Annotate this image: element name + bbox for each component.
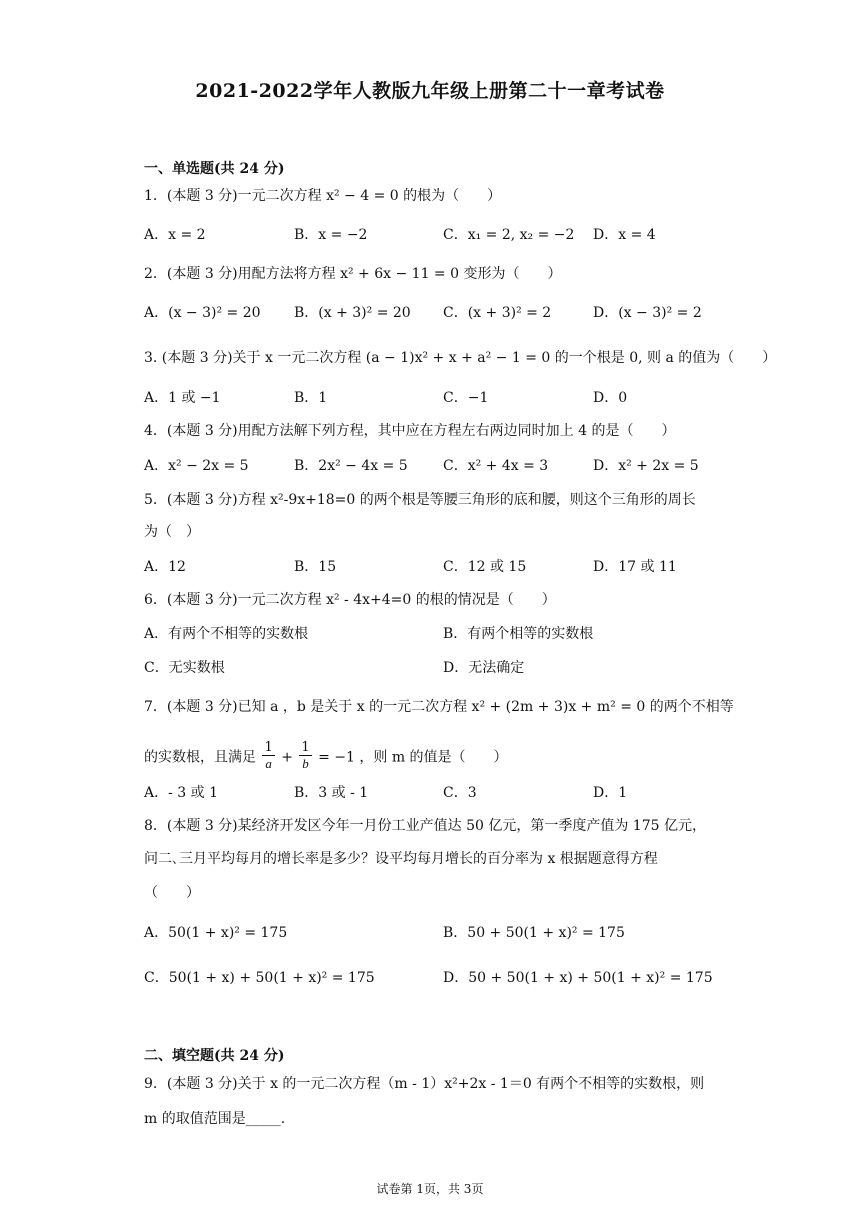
question-4-stem: 4．(本题 3 分)用配方法解下列方程，其中应在方程左右两边同时加上 4 的是（ ） xyxy=(144,423,676,439)
question-7-option-c: C．3 xyxy=(443,785,477,801)
question-4-option-d: D．x² + 2x = 5 xyxy=(593,458,699,474)
question-2-option-c: C．(x + 3)² = 2 xyxy=(443,305,552,321)
question-2-stem: 2．(本题 3 分)用配方法将方程 x² + 6x − 11 = 0 变形为（ ） xyxy=(144,266,562,282)
question-4-option-c: C．x² + 4x = 3 xyxy=(443,458,549,474)
question-5-option-d: D．17 或 11 xyxy=(593,559,677,575)
question-5-stem-line-1: 5．(本题 3 分)方程 x²-9x+18=0 的两个根是等腰三角形的底和腰，则这个三角形的周长 xyxy=(144,492,696,508)
question-4-option-b: B．2x² − 4x = 5 xyxy=(294,458,408,474)
question-6-option-d: D．无法确定 xyxy=(443,660,525,676)
fraction-2-numerator: 1 xyxy=(301,740,310,755)
question-7-stem-line-1: 7．(本题 3 分)已知 a ，b 是关于 x 的一元二次方程 x² + (2m + 3)x + m² = 0 的两个不相等 xyxy=(144,699,734,715)
question-1-option-c: C．x₁ = 2, x₂ = −2 xyxy=(443,227,575,243)
fraction-1-over-a xyxy=(262,740,274,771)
question-3-stem: 3. (本题 3 分)关于 x 一元二次方程 (a − 1)x² + x + a² − 1 = 0 的一个根是 0, 则 a 的值为（ ） xyxy=(144,350,777,366)
fraction-1-numerator: 1 xyxy=(264,740,273,755)
question-1-option-b: B．x = −2 xyxy=(294,227,368,243)
page-title: 2021-2022学年人教版九年级上册第二十一章考试卷 xyxy=(195,80,665,102)
question-7-stem-suffix: = −1 ，则 m 的值是（ ） xyxy=(318,749,508,766)
question-3-option-b: B．1 xyxy=(294,390,328,406)
question-7-option-d: D．1 xyxy=(593,785,628,801)
question-5-stem-line-2: 为（ ） xyxy=(144,524,200,540)
question-8-stem-line-1: 8．(本题 3 分)某经济开发区今年一月份工业产值达 50 亿元，第一季度产值为 175 亿元， xyxy=(144,818,706,834)
question-8-option-a: A．50(1 + x)² = 175 xyxy=(144,925,288,941)
question-9-stem-line-2: m 的取值范围是_____. xyxy=(144,1111,286,1127)
question-6-stem: 6．(本题 3 分)一元二次方程 x² - 4x+4=0 的根的情况是（ ） xyxy=(144,592,556,608)
question-5-option-b: B．15 xyxy=(294,559,337,575)
question-1-option-a: A．x = 2 xyxy=(144,227,206,243)
question-5-option-a: A．12 xyxy=(144,559,186,575)
question-2-option-a: A．(x − 3)² = 20 xyxy=(144,305,261,321)
fraction-1-over-b xyxy=(299,740,311,771)
question-3-option-c: C．−1 xyxy=(443,390,489,406)
fraction-2-denominator: b xyxy=(302,756,309,771)
question-4-option-a: A．x² − 2x = 5 xyxy=(144,458,249,474)
question-2-option-b: B．(x + 3)² = 20 xyxy=(294,305,411,321)
question-8-option-b: B．50 + 50(1 + x)² = 175 xyxy=(443,925,625,941)
section-heading-fill-in: 二、填空题(共 24 分) xyxy=(144,1048,285,1064)
question-7-stem-line-2 xyxy=(144,742,508,773)
question-6-option-a: A．有两个不相等的实数根 xyxy=(144,626,309,642)
question-1-option-d: D．x = 4 xyxy=(593,227,656,243)
question-6-option-b: B．有两个相等的实数根 xyxy=(443,626,594,642)
question-1-stem: 1．(本题 3 分)一元二次方程 x² − 4 = 0 的根为（ ） xyxy=(144,188,502,204)
question-9-stem-line-1: 9．(本题 3 分)关于 x 的一元二次方程（m - 1）x²+2x - 1＝0 有两个不相等的实数根，则 xyxy=(144,1076,705,1092)
plus-sign: + xyxy=(281,749,293,766)
question-8-stem-line-2: 问二､三月平均每月的增长率是多少？设平均每月增长的百分率为 x 根据题意得方程 xyxy=(144,851,658,867)
question-6-option-c: C．无实数根 xyxy=(144,660,225,676)
question-7-option-b: B．3 或 - 1 xyxy=(294,785,369,801)
question-3-option-a: A．1 或 −1 xyxy=(144,390,221,406)
question-8-option-c: C．50(1 + x) + 50(1 + x)² = 175 xyxy=(144,970,375,986)
question-5-option-c: C．12 或 15 xyxy=(443,559,527,575)
question-3-option-d: D．0 xyxy=(593,390,628,406)
page-footer: 试卷第 1页，共 3页 xyxy=(376,1182,484,1196)
section-heading-single-choice: 一、单选题(共 24 分) xyxy=(144,161,285,177)
fraction-1-denominator: a xyxy=(265,756,272,771)
question-8-option-d: D．50 + 50(1 + x) + 50(1 + x)² = 175 xyxy=(443,970,713,986)
question-7-stem-prefix: 的实数根，且满足 xyxy=(144,749,256,766)
question-8-stem-line-3: （ ） xyxy=(144,885,200,901)
question-2-option-d: D．(x − 3)² = 2 xyxy=(593,305,702,321)
question-7-option-a: A．- 3 或 1 xyxy=(144,785,219,801)
